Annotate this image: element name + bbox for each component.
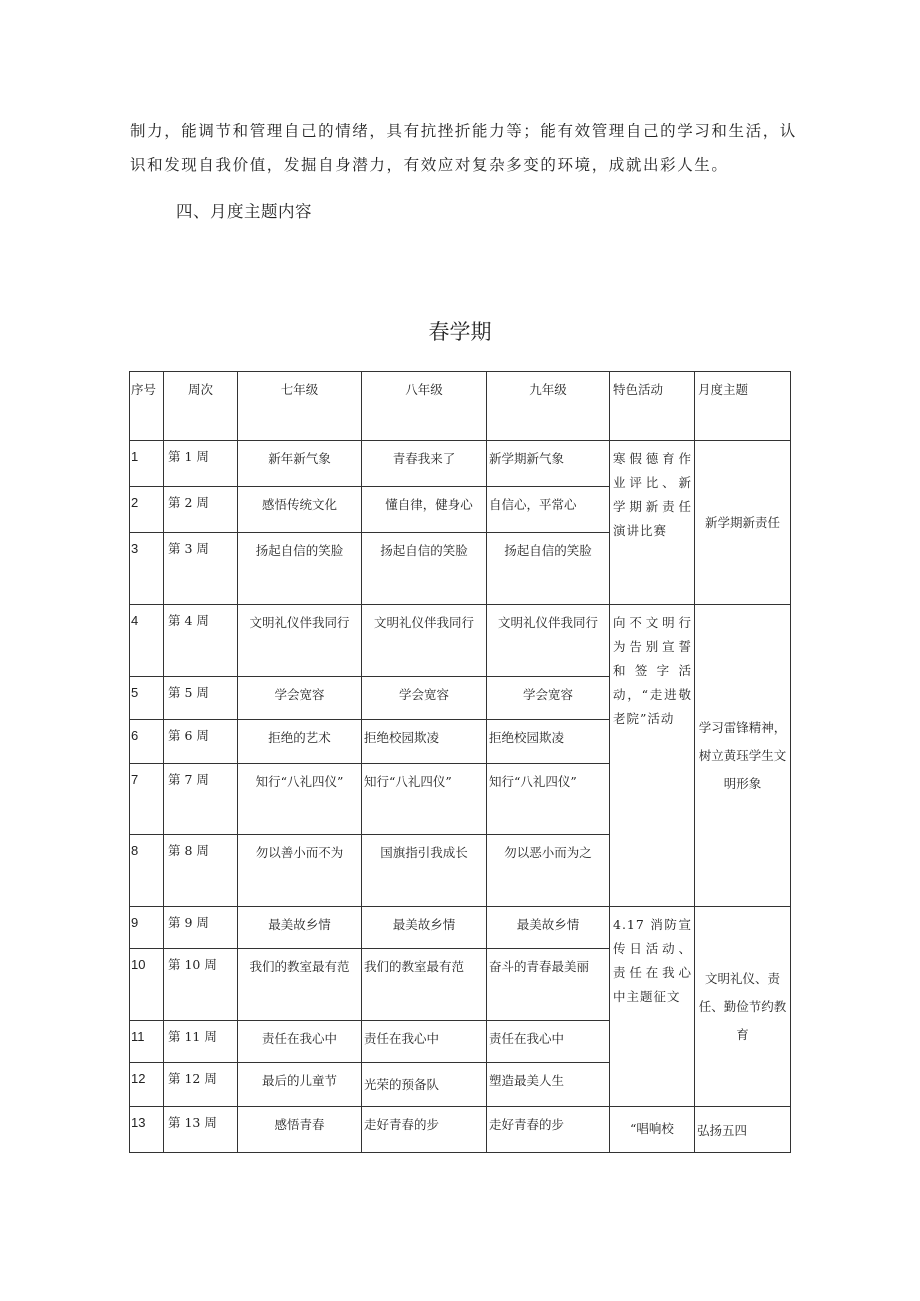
activity-cell: 寒假德育作业评比、新学期新责任演讲比赛 [610,441,695,605]
row-grade7: 感悟传统文化 [238,487,362,533]
row-seq: 13 [130,1107,164,1153]
section-heading: 四、月度主题内容 [176,202,312,221]
header-grade7: 七年级 [238,372,362,441]
row-seq: 5 [130,677,164,720]
table-row [130,441,791,487]
header-activity: 特色活动 [610,372,695,441]
theme-cell: 学习雷锋精神，树立黄珏学生文明形象 [695,605,791,907]
row-grade8: 最美故乡情 [362,907,487,949]
row-grade9: 勿以恶小而为之 [487,835,610,907]
theme-cell: 文明礼仪、责任、勤俭节约教育 [695,907,791,1107]
header-theme: 月度主题 [695,372,791,441]
table-row [130,605,791,677]
row-week: 第 2 周 [164,487,238,533]
row-grade7: 勿以善小而不为 [238,835,362,907]
row-week: 第 5 周 [164,677,238,720]
row-week: 第 8 周 [164,835,238,907]
intro-line-2: 识和发现自我价值，发掘自身潜力，有效应对复杂多变的环境，成就出彩人生。 [130,156,729,174]
row-seq: 2 [130,487,164,533]
row-grade9: 走好青春的步 [487,1107,610,1153]
row-seq: 11 [130,1021,164,1063]
row-grade9: 拒绝校园欺凌 [487,720,610,764]
header-grade8: 八年级 [362,372,487,441]
row-seq: 12 [130,1063,164,1107]
row-grade9: 最美故乡情 [487,907,610,949]
row-grade8: 扬起自信的笑脸 [362,533,487,605]
table-row [130,907,791,949]
row-grade9: 奋斗的青春最美丽 [487,949,610,1021]
row-seq: 9 [130,907,164,949]
row-grade7: 最美故乡情 [238,907,362,949]
row-grade9: 塑造最美人生 [487,1063,610,1107]
header-grade9: 九年级 [487,372,610,441]
row-week: 第 11 周 [164,1021,238,1063]
row-grade7: 文明礼仪伴我同行 [238,605,362,677]
row-seq: 3 [130,533,164,605]
row-week: 第 4 周 [164,605,238,677]
row-seq: 10 [130,949,164,1021]
row-grade8: 学会宽容 [362,677,487,720]
row-grade8: 知行“八礼四仪” [362,764,487,835]
row-grade8: 走好青春的步 [362,1107,487,1153]
theme-cell: 新学期新责任 [695,441,791,605]
row-week: 第 10 周 [164,949,238,1021]
header-seq: 序号 [130,372,164,441]
row-grade8: 拒绝校园欺凌 [362,720,487,764]
row-grade8: 懂自律，健身心 [362,487,487,533]
row-seq: 7 [130,764,164,835]
row-grade8: 文明礼仪伴我同行 [362,605,487,677]
row-grade8: 责任在我心中 [362,1021,487,1063]
row-week: 第 3 周 [164,533,238,605]
row-week: 第 12 周 [164,1063,238,1107]
row-week: 第 9 周 [164,907,238,949]
row-grade9: 扬起自信的笑脸 [487,533,610,605]
row-grade7: 扬起自信的笑脸 [238,533,362,605]
intro-paragraph [130,114,795,182]
table-row [130,1107,791,1153]
row-grade7: 拒绝的艺术 [238,720,362,764]
row-week: 第 7 周 [164,764,238,835]
row-seq: 8 [130,835,164,907]
row-week: 第 1 周 [164,441,238,487]
row-week: 第 13 周 [164,1107,238,1153]
table-header-row [130,372,791,441]
intro-line-1: 制力，能调节和管理自己的情绪，具有抗挫折能力等；能有效管理自己的学习和生活，认 [130,122,797,140]
row-grade7: 责任在我心中 [238,1021,362,1063]
row-grade9: 知行“八礼四仪” [487,764,610,835]
header-week: 周次 [164,372,238,441]
row-grade7: 我们的教室最有范 [238,949,362,1021]
row-grade9: 自信心，平常心 [487,487,610,533]
term-title: 春学期 [428,320,492,344]
row-grade8: 国旗指引我成长 [362,835,487,907]
row-grade7: 知行“八礼四仪” [238,764,362,835]
row-grade9: 责任在我心中 [487,1021,610,1063]
row-grade7: 新年新气象 [238,441,362,487]
row-grade7: 最后的儿童节 [238,1063,362,1107]
activity-cell: 向不文明行为告别宣誓和签字活动，“走进敬老院”活动 [610,605,695,907]
monthly-theme-table [129,371,791,1153]
row-grade7: 感悟青春 [238,1107,362,1153]
row-grade9: 新学期新气象 [487,441,610,487]
row-seq: 1 [130,441,164,487]
row-seq: 4 [130,605,164,677]
row-grade7: 学会宽容 [238,677,362,720]
row-grade9: 文明礼仪伴我同行 [487,605,610,677]
row-grade8: 青春我来了 [362,441,487,487]
row-week: 第 6 周 [164,720,238,764]
activity-cell: “唱响校 [610,1107,695,1153]
row-seq: 6 [130,720,164,764]
activity-cell: 4.17 消防宣传日活动、责任在我心中主题征文 [610,907,695,1107]
row-grade9: 学会宽容 [487,677,610,720]
row-grade8: 我们的教室最有范 [362,949,487,1021]
theme-cell: 弘扬五四 [695,1107,791,1153]
row-grade8: 光荣的预备队 [362,1063,487,1107]
